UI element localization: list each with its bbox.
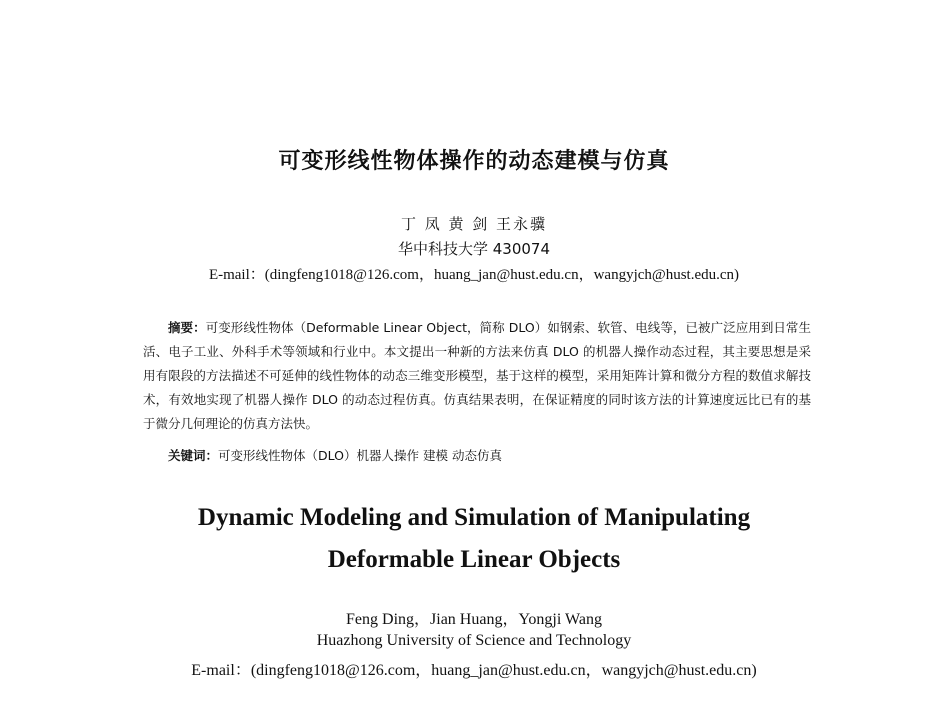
email-chinese: E-mail：(dingfeng1018@126.com，huang_jan@hust.edu.cn，wangyjch@hust.edu.cn) <box>208 267 740 283</box>
title-english-line-2: Deformable Linear Objects <box>327 546 621 573</box>
authors-chinese: 丁 凤 黄 剑 王永骥 <box>400 215 548 233</box>
title-chinese: 可变形线性物体操作的动态建模与仿真 <box>278 149 670 174</box>
abstract-text: 可变形线性物体（Deformable Linear Object，简称 DLO）如钢索、软管、电线等，已被广泛应用到日常生活、电子工业、外科手术等领域和行业中。本文提出一种新的方法来仿真 DLO 的机器人操作动态过程，其主要思想是采用有限段的方法描述不可延伸的线性物体的动态三维变形模型，基于这样的模型，采用矩阵计算和微分方程的数值求解技术，有效地实现了机器人操作 DLO 的动态过程仿真。仿真结果表明，在保证精度的同时该方法的计算速度远比已有的基于微分几何理论的仿真方法快。 <box>143 320 811 431</box>
affiliation-english: Huazhong University of Science and Technology <box>316 632 632 649</box>
email-english: E-mail：(dingfeng1018@126.com，huang_jan@hust.edu.cn，wangyjch@hust.edu.cn) <box>191 662 757 679</box>
abstract-chinese <box>143 316 811 436</box>
title-english-line-1: Dynamic Modeling and Simulation of Manipulating <box>197 504 751 531</box>
keywords-text: 可变形线性物体（DLO）机器人操作 建模 动态仿真 <box>218 448 502 463</box>
abstract-label: 摘要： <box>168 320 206 335</box>
keywords-chinese <box>143 444 811 468</box>
affiliation-chinese: 华中科技大学 430074 <box>397 240 551 258</box>
keywords-label: 关键词： <box>168 448 219 463</box>
authors-english: Feng Ding，Jian Huang，Yongji Wang <box>346 611 602 628</box>
